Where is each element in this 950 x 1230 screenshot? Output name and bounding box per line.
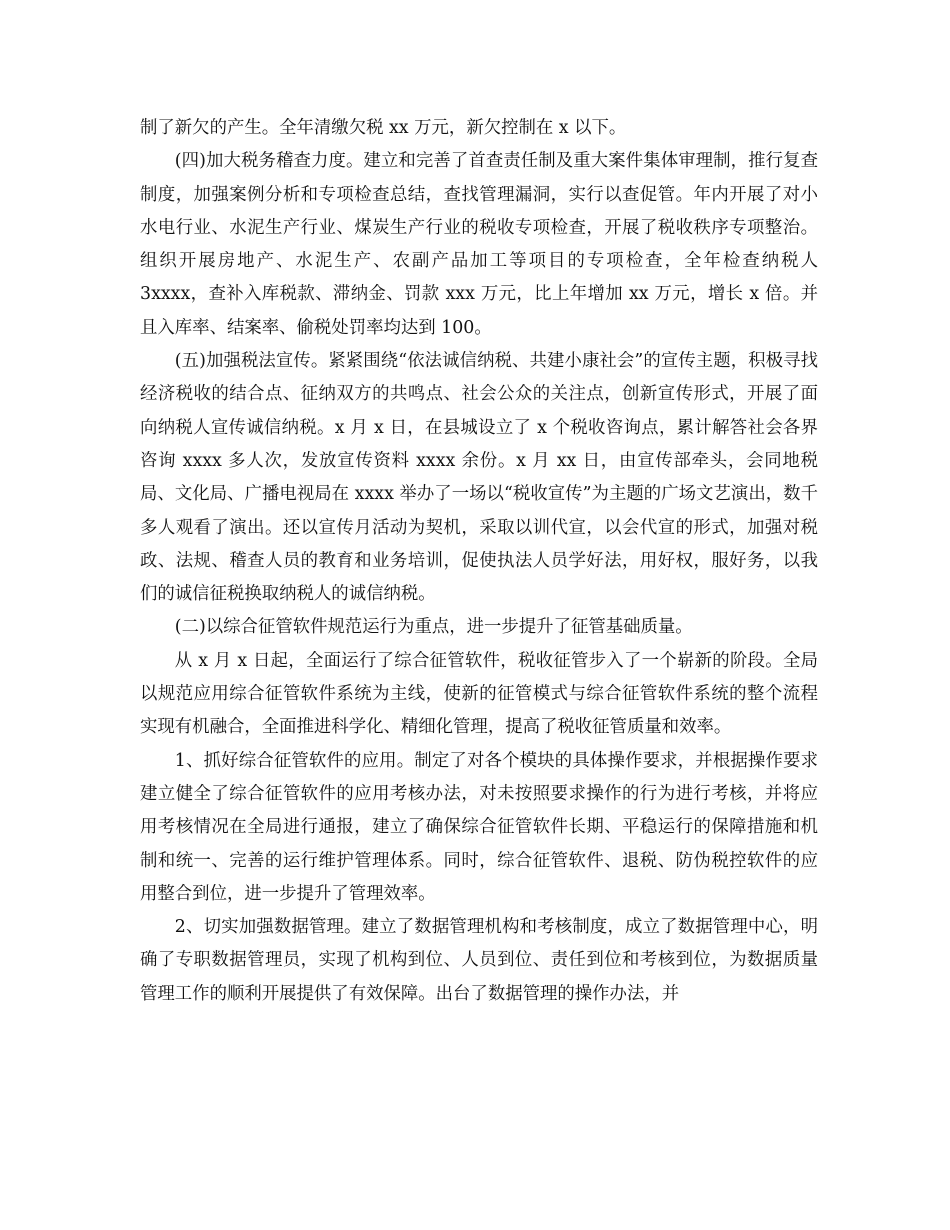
paragraph-tax-law-publicity: (五)加强税法宣传。紧紧围绕“依法诚信纳税、共建小康社会”的宣传主题，积极寻找经济税收的结合点、征纳双方的共鸣点、社会公众的关注点，创新宣传形式，开展了面向纳税人宣传诚信纳税。x 月 x 日，在县城设立了 x 个税收咨询点，累计解答社会各界咨询 xxxx 多人次，发放宣传资料 xxxx 余份。x 月 xx 日，由宣传部牵头，会同地税局、文化局、广播电视局在 xxxx 举办了一场以“税收宣传”为主题的广场文艺演出，数千多人观看了演出。还以宣传月活动为契机，采取以训代宣，以会代宣的形式，加强对税政、法规、稽查人员的教育和业务培训，促使执法人员学好法，用好权，服好务，以我们的诚信征税换取纳税人的诚信纳税。 <box>140 351 818 605</box>
section-heading-software: (二)以综合征管软件规范运行为重点，进一步提升了征管基础质量。 <box>174 617 693 638</box>
paragraph-continuation: 制了新欠的产生。全年清缴欠税 xx 万元，新欠控制在 x 以下。 <box>140 118 627 138</box>
paragraph-data-management: 2、切实加强数据管理。建立了数据管理机构和考核制度，成立了数据管理中心，明确了专职数据管理员，实现了机构到位、人员到位、责任到位和考核到位，为数据质量管理工作的顺利开展提供了有效保障。出台了数据管理的操作办法，并 <box>140 917 818 1004</box>
document-body <box>140 112 818 1011</box>
paragraph-software-rollout: 从 x 月 x 日起，全面运行了综合征管软件，税收征管步入了一个崭新的阶段。全局以规范应用综合征管软件系统为主线，使新的征管模式与综合征管软件系统的整个流程实现有机融合，全面推进科学化、精细化管理，提高了税收征管质量和效率。 <box>140 650 818 738</box>
paragraph-tax-inspection: (四)加大税务稽查力度。建立和完善了首查责任制及重大案件集体审理制，推行复查制度，加强案例分析和专项检查总结，查找管理漏洞，实行以查促管。年内开展了对小水电行业、水泥生产行业、煤炭生产行业的税收专项检查，开展了税收秩序专项整治。组织开展房地产、水泥生产、农副产品加工等项目的专项检查，全年检查纳税人 3xxxx，查补入库税款、滞纳金、罚款 xxx 万元，比上年增加 xx 万元，增长 x 倍。并且入库率、结案率、偷税处罚率均达到 100。 <box>140 151 818 338</box>
paragraph-software-application: 1、抓好综合征管软件的应用。制定了对各个模块的具体操作要求，并根据操作要求建立健全了综合征管软件的应用考核办法，对未按照要求操作的行为进行考核，并将应用考核情况在全局进行通报，建立了确保综合征管软件长期、平稳运行的保障措施和机制和统一、完善的运行维护管理体系。同时，综合征管软件、退税、防伪税控软件的应用整合到位，进一步提升了管理效率。 <box>140 750 818 904</box>
